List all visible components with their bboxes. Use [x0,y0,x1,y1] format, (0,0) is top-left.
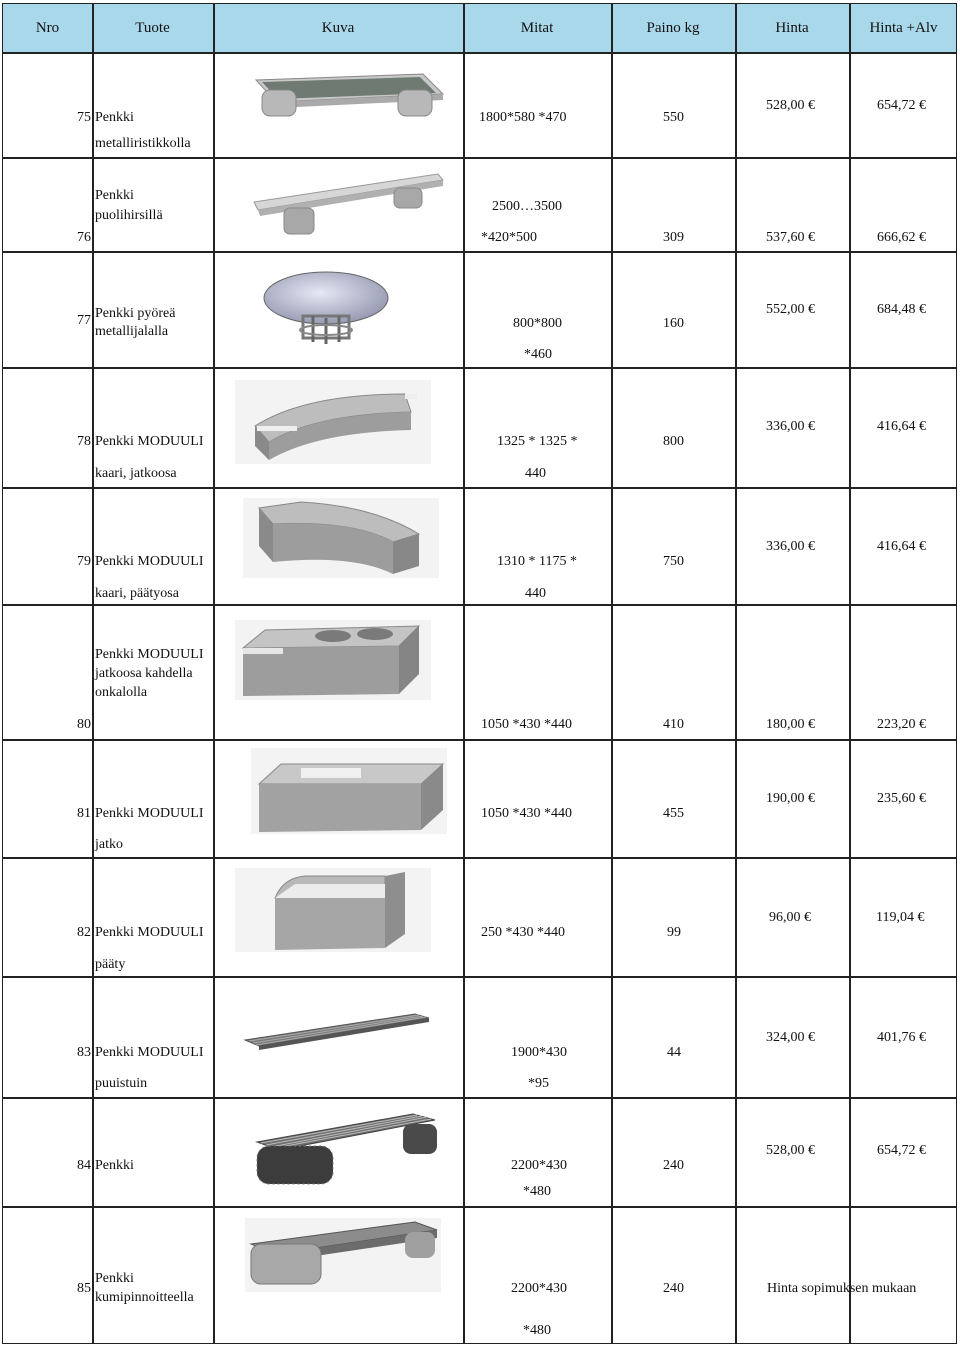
price-vat: 235,60 € [877,791,926,806]
price-vat: 401,76 € [877,1030,926,1045]
row-nro: 83 [77,1045,91,1060]
weight: 240 [663,1158,684,1173]
dimensions: 1900*430 [511,1045,567,1060]
price-vat: 416,64 € [877,539,926,554]
header-tuote: Tuote [135,19,170,36]
product-name: jatkoosa kahdella [95,666,193,681]
price: 324,00 € [766,1030,815,1045]
product-name: Penkki MODUULI [95,434,204,449]
bench-wood-slats-image [253,1108,443,1193]
dimensions: 1050 *430 *440 [481,806,572,821]
dimensions: *420*500 [481,230,537,245]
bench-metal-grid-image [248,68,448,133]
dimensions: 1800*580 *470 [479,110,567,125]
price-vat: 684,48 € [877,302,926,317]
row-nro: 77 [77,313,91,328]
price-vat: 666,62 € [877,230,926,245]
price-vat: 416,64 € [877,419,926,434]
weight: 750 [663,554,684,569]
curved-module-end-image [243,498,439,583]
price: 96,00 € [769,910,811,925]
product-name: Penkki pyöreä [95,306,176,321]
weight: 800 [663,434,684,449]
dimensions: 250 *430 *440 [481,925,565,940]
dimensions: *460 [524,347,552,362]
product-name: Penkki MODUULI [95,806,204,821]
price: 336,00 € [766,539,815,554]
price: 552,00 € [766,302,815,317]
product-name: puolihirsillä [95,208,163,223]
weight: 410 [663,717,684,732]
product-name: Penkki [95,1271,134,1286]
curved-module-extension-image [235,380,431,469]
product-name: puuistuin [95,1076,148,1091]
header-paino: Paino kg [646,19,700,36]
price-vat: 223,20 € [877,717,926,732]
price-vat: 119,04 € [876,910,925,925]
table-header [3,4,956,52]
product-name: kaari, jatkoosa [95,466,177,481]
product-name: jatko [95,837,123,852]
bench-rubber-coated-image [245,1218,441,1297]
dimensions: 800*800 [513,316,562,331]
dimensions: 2500…3500 [492,199,562,214]
product-name: Penkki [95,1158,134,1173]
row-nro: 81 [77,806,91,821]
row-nro: 85 [77,1281,91,1296]
dimensions: 1310 * 1175 * [497,554,577,569]
product-name: Penkki [95,110,134,125]
product-name: Penkki MODUULI [95,647,204,662]
price: 528,00 € [766,98,815,113]
price: 190,00 € [766,791,815,806]
product-name: Penkki MODUULI [95,1045,204,1060]
header-kuva: Kuva [321,19,355,36]
header-mitat: Mitat [520,19,554,36]
dimensions: *480 [523,1323,551,1338]
product-name: metalliristikkolla [95,136,191,151]
product-name: metallijalalla [95,324,169,339]
module-two-cavities-image [235,620,431,705]
module-extension-image [251,748,447,839]
row-nro: 76 [77,230,91,245]
dimensions: 2200*430 [511,1158,567,1173]
row-nro: 79 [77,554,91,569]
price-vat: 654,72 € [877,1143,926,1158]
product-name: pääty [95,957,126,972]
price-vat: 654,72 € [877,98,926,113]
round-bench-image [261,270,391,357]
row-nro: 75 [77,110,91,125]
row-nro: 80 [77,717,91,732]
header-nro: Nro [35,19,60,36]
price: 180,00 € [766,717,815,732]
row-nro: 82 [77,925,91,940]
dimensions: 440 [525,466,546,481]
product-name: Penkki [95,188,134,203]
product-name: Penkki MODUULI [95,554,204,569]
weight: 160 [663,316,684,331]
product-table [2,3,957,1344]
weight: 99 [667,925,681,940]
dimensions: *95 [528,1076,549,1091]
price: 528,00 € [766,1143,815,1158]
wooden-seat-image [243,1008,433,1057]
weight: 44 [667,1045,681,1060]
dimensions: *480 [523,1184,551,1199]
weight: 455 [663,806,684,821]
product-name: kumipinnoitteella [95,1290,194,1305]
product-name: onkalolla [95,685,148,700]
weight: 240 [663,1281,684,1296]
module-end-image [235,868,431,957]
product-name: kaari, päätyosa [95,586,179,601]
dimensions: 440 [525,586,546,601]
price-note: Hinta sopimuksen mukaan [767,1281,917,1296]
dimensions: 1325 * 1325 * [497,434,578,449]
dimensions: 2200*430 [511,1281,567,1296]
price: 537,60 € [766,230,815,245]
price: 336,00 € [766,419,815,434]
bench-half-log-image [248,172,448,243]
dimensions: 1050 *430 *440 [481,717,572,732]
row-nro: 84 [77,1158,91,1173]
weight: 309 [663,230,684,245]
header-hinta-alv: Hinta +Alv [869,19,938,36]
row-nro: 78 [77,434,91,449]
header-hinta: Hinta [775,19,809,36]
weight: 550 [663,110,684,125]
product-name: Penkki MODUULI [95,925,204,940]
